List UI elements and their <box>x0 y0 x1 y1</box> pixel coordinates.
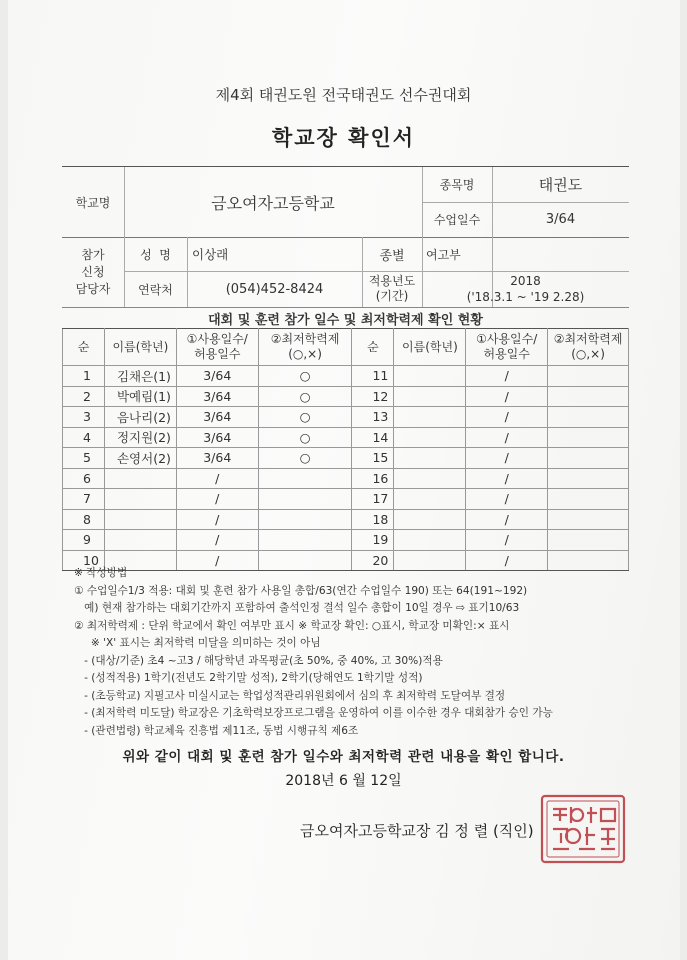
year-label: 적용년도 (기간) <box>368 274 416 303</box>
table-row <box>63 530 629 551</box>
header-name: 이름(학년) <box>104 329 176 366</box>
min-academic-mark <box>258 489 352 510</box>
table-row <box>63 489 629 510</box>
days-used: / <box>176 509 258 530</box>
days-used: / <box>176 468 258 489</box>
year-cell <box>422 271 629 307</box>
event-title: 제4회 태권도원 전국태권도 선수권대회 <box>215 86 472 104</box>
name-value: 이상래 <box>192 247 229 262</box>
note-line: ① 수업일수1/3 적용: 대회 및 훈련 참가 사용일 총합/63(연간 수업일수 190) 또는 64(191~192) <box>74 584 528 597</box>
table-row <box>63 386 629 407</box>
document-date: 2018년 6 월 12일 <box>285 773 402 789</box>
days-used: / <box>466 468 548 489</box>
row-number: 10 <box>63 550 105 571</box>
days-used: / <box>466 550 548 571</box>
header-minacad: ②최저학력제 (○,×) <box>258 329 352 366</box>
student-name <box>394 407 466 428</box>
info-section <box>62 166 629 308</box>
period-value: ('18.3.1 ~ '19 2.28) <box>466 290 585 304</box>
days-used: / <box>466 530 548 551</box>
student-name: 김채은(1) <box>104 366 176 387</box>
days-used: 3/64 <box>176 366 258 387</box>
student-name <box>394 366 466 387</box>
days-used: / <box>466 448 548 469</box>
row-number: 6 <box>63 468 105 489</box>
row-number: 11 <box>352 366 394 387</box>
days-used: / <box>466 427 548 448</box>
header-name: 이름(학년) <box>394 329 466 366</box>
category-label: 종별 <box>379 248 405 264</box>
table-row <box>63 448 629 469</box>
seal-icon <box>539 793 627 865</box>
instructions-notes <box>74 565 634 740</box>
school-label: 학교명 <box>75 195 111 210</box>
min-academic-mark: ○ <box>258 386 352 407</box>
row-number: 17 <box>352 489 394 510</box>
student-name: 손영서(2) <box>104 448 176 469</box>
header-no: 순 <box>63 329 105 366</box>
table-row <box>63 509 629 530</box>
table-row <box>63 366 629 387</box>
school-value: 금오여자고등학교 <box>211 193 335 213</box>
table-subtitle: 대회 및 훈련 참가 일수 및 최저학력제 확인 현황 <box>208 313 483 328</box>
days-used: / <box>176 489 258 510</box>
row-number: 15 <box>352 448 394 469</box>
min-academic-mark <box>258 530 352 551</box>
student-name <box>394 530 466 551</box>
note-line: 예) 현재 참가하는 대회기간까지 포함하여 출석인정 결석 일수 총합이 10일 경우 ⇨ 표기10/63 <box>74 602 520 614</box>
days-used: / <box>466 366 548 387</box>
note-line: ② 최저학력제 : 단위 학교에서 확인 여부만 표시 ※ 학교장 확인: ○표시, 학교장 미확인:× 표시 <box>74 619 510 632</box>
table-row <box>63 468 629 489</box>
document-title: 학교장 확인서 <box>271 126 416 150</box>
header-minacad: ②최저학력제 (○,×) <box>548 329 629 366</box>
row-number: 1 <box>63 366 105 387</box>
note-line: ※ 'X' 표시는 최저학력 미달을 의미하는 것이 아님 <box>74 637 321 649</box>
header-no: 순 <box>352 329 394 366</box>
min-academic-mark: ○ <box>258 427 352 448</box>
student-name: 음나리(2) <box>104 407 176 428</box>
row-number: 9 <box>63 530 105 551</box>
name-label: 성 명 <box>140 247 171 262</box>
table-header-row <box>63 329 629 366</box>
student-name <box>104 468 176 489</box>
days-used: / <box>466 509 548 530</box>
sport-value: 태권도 <box>538 176 583 194</box>
school-seal-stamp <box>539 793 627 865</box>
contact-label: 연락처 <box>138 282 173 297</box>
min-academic-mark: ○ <box>258 448 352 469</box>
days-value: 3/64 <box>545 212 576 227</box>
student-name <box>104 530 176 551</box>
row-number: 14 <box>352 427 394 448</box>
days-used: / <box>466 407 548 428</box>
min-academic-mark <box>258 509 352 530</box>
contact-value: (054)452-8424 <box>225 281 324 297</box>
row-number: 13 <box>352 407 394 428</box>
student-name: 정지원(2) <box>104 427 176 448</box>
note-line: - (최저학력 미도달) 학교장은 기초학력보장프로그램을 운영하여 이를 이수한 경우 대회참가 승인 가능 <box>74 707 553 719</box>
min-academic-mark <box>548 468 629 489</box>
applicant-label: 참가 신청 담당자 <box>75 247 111 296</box>
note-line: ※ 작성방법 <box>74 567 128 579</box>
min-academic-mark <box>548 509 629 530</box>
row-number: 4 <box>63 427 105 448</box>
days-used: / <box>466 489 548 510</box>
days-used: 3/64 <box>176 386 258 407</box>
student-name <box>394 489 466 510</box>
row-number: 16 <box>352 468 394 489</box>
min-academic-mark <box>548 448 629 469</box>
min-academic-mark <box>548 427 629 448</box>
note-line: - (성적적용) 1학기(전년도 2학기말 성적), 2학기(당해연도 1학기말 성적) <box>74 672 423 684</box>
student-name <box>394 468 466 489</box>
year-value: 2018 <box>510 274 541 288</box>
min-academic-mark <box>258 468 352 489</box>
student-name <box>394 509 466 530</box>
days-used: / <box>176 530 258 551</box>
sport-label: 종목명 <box>439 178 475 192</box>
min-academic-mark <box>548 489 629 510</box>
row-number: 8 <box>63 509 105 530</box>
row-number: 19 <box>352 530 394 551</box>
participation-table-body <box>63 329 629 571</box>
participation-table <box>62 328 629 571</box>
student-name <box>394 427 466 448</box>
header-days: ①사용일수/ 허용일수 <box>466 329 548 366</box>
days-used: / <box>176 550 258 571</box>
confirmation-statement: 위와 같이 대회 및 훈련 참가 일수와 최저학력 관련 내용을 확인 합니다. <box>122 749 565 765</box>
min-academic-mark: ○ <box>258 366 352 387</box>
table-row <box>63 407 629 428</box>
student-name <box>104 509 176 530</box>
header-days: ①사용일수/ 허용일수 <box>176 329 258 366</box>
row-number: 20 <box>352 550 394 571</box>
note-line: - (초등학교) 지필고사 미실시교는 학업성적관리위원회에서 심의 후 최저학력 도달여부 결정 <box>74 689 506 702</box>
days-used: 3/64 <box>176 448 258 469</box>
student-name <box>394 386 466 407</box>
principal-signature-line: 금오여자고등학교장 김 정 렬 (직인) <box>300 822 534 840</box>
note-line: - (대상/기준) 초4 ~고3 / 해당학년 과목평균(초 50%, 중 40%, 고 30%)적용 <box>74 654 443 667</box>
min-academic-mark: ○ <box>258 407 352 428</box>
row-number: 7 <box>63 489 105 510</box>
min-academic-mark <box>548 366 629 387</box>
days-used: 3/64 <box>176 427 258 448</box>
student-name <box>394 448 466 469</box>
row-number: 5 <box>63 448 105 469</box>
table-row <box>63 427 629 448</box>
note-line: - (관련법령) 학교체육 진흥법 제11조, 동법 시행규칙 제6조 <box>74 724 359 737</box>
row-number: 3 <box>63 407 105 428</box>
row-number: 2 <box>63 386 105 407</box>
student-name: 박예림(1) <box>104 386 176 407</box>
days-label: 수업일수 <box>433 213 481 227</box>
days-used: / <box>466 386 548 407</box>
row-number: 12 <box>352 386 394 407</box>
days-used: 3/64 <box>176 407 258 428</box>
student-name <box>104 489 176 510</box>
category-value: 여고부 <box>426 247 461 262</box>
min-academic-mark <box>548 407 629 428</box>
min-academic-mark <box>548 386 629 407</box>
row-number: 18 <box>352 509 394 530</box>
min-academic-mark <box>548 530 629 551</box>
